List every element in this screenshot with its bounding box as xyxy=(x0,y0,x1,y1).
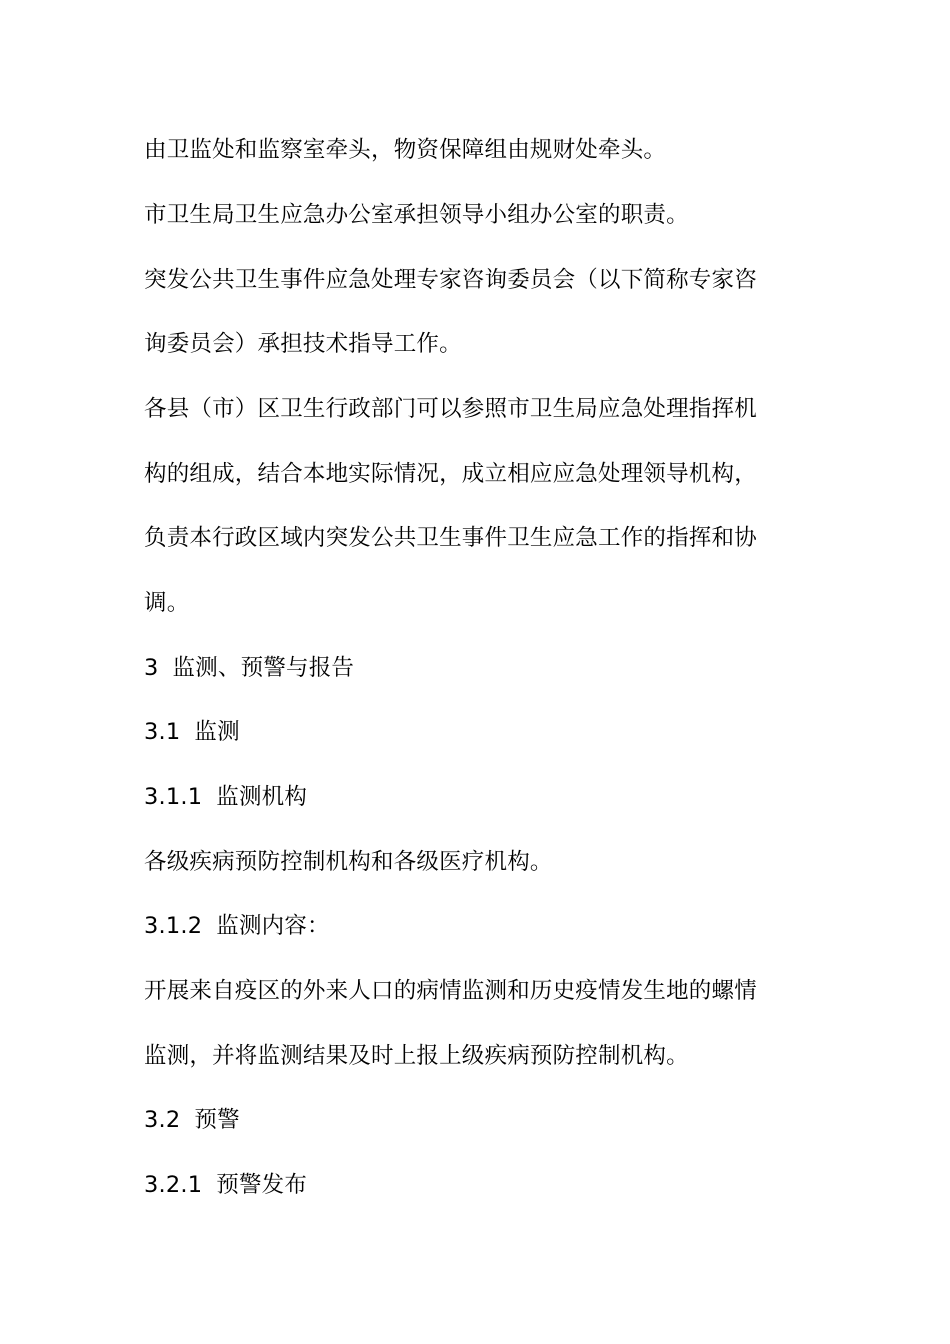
heading-number: 3.1 xyxy=(144,719,181,745)
section-heading-3-2-1 xyxy=(144,1169,824,1201)
section-heading-3-1 xyxy=(144,716,824,748)
paragraph-line: 市卫生局卫生应急办公室承担领导小组办公室的职责。 xyxy=(144,202,689,228)
paragraph-line: 各级疾病预防控制机构和各级医疗机构。 xyxy=(144,849,553,875)
paragraph-line: 由卫监处和监察室牵头，物资保障组由规财处牵头。 xyxy=(144,137,667,163)
paragraph-line: 各县（市）区卫生行政部门可以参照市卫生局应急处理指挥机 xyxy=(144,396,757,422)
heading-number: 3.1.2 xyxy=(144,913,203,939)
paragraph-line: 负责本行政区域内突发公共卫生事件卫生应急工作的指挥和协 xyxy=(144,525,757,551)
paragraph-line: 询委员会）承担技术指导工作。 xyxy=(144,331,462,357)
heading-text: 预警 xyxy=(194,1107,240,1133)
paragraph-line: 突发公共卫生事件应急处理专家咨询委员会（以下简称专家咨 xyxy=(144,267,757,293)
paragraph-line: 开展来自疫区的外来人口的病情监测和历史疫情发生地的螺情 xyxy=(144,978,757,1004)
section-heading-3 xyxy=(144,652,824,684)
heading-text: 预警发布 xyxy=(216,1172,308,1198)
paragraph-line: 构的组成，结合本地实际情况，成立相应应急处理领导机构， xyxy=(144,461,757,487)
heading-number: 3.1.1 xyxy=(144,784,203,810)
section-heading-3-2 xyxy=(144,1104,824,1136)
heading-text: 监测、预警与报告 xyxy=(172,655,355,681)
heading-text: 监测内容： xyxy=(216,913,330,939)
paragraph-line: 监测，并将监测结果及时上报上级疾病预防控制机构。 xyxy=(144,1043,689,1069)
section-heading-3-1-2 xyxy=(144,910,824,942)
heading-number: 3.2.1 xyxy=(144,1172,203,1198)
heading-number: 3 xyxy=(144,655,159,681)
section-heading-3-1-1 xyxy=(144,781,824,813)
heading-text: 监测机构 xyxy=(216,784,308,810)
paragraph-line: 调。 xyxy=(144,590,190,616)
heading-text: 监测 xyxy=(194,719,240,745)
heading-number: 3.2 xyxy=(144,1107,181,1133)
